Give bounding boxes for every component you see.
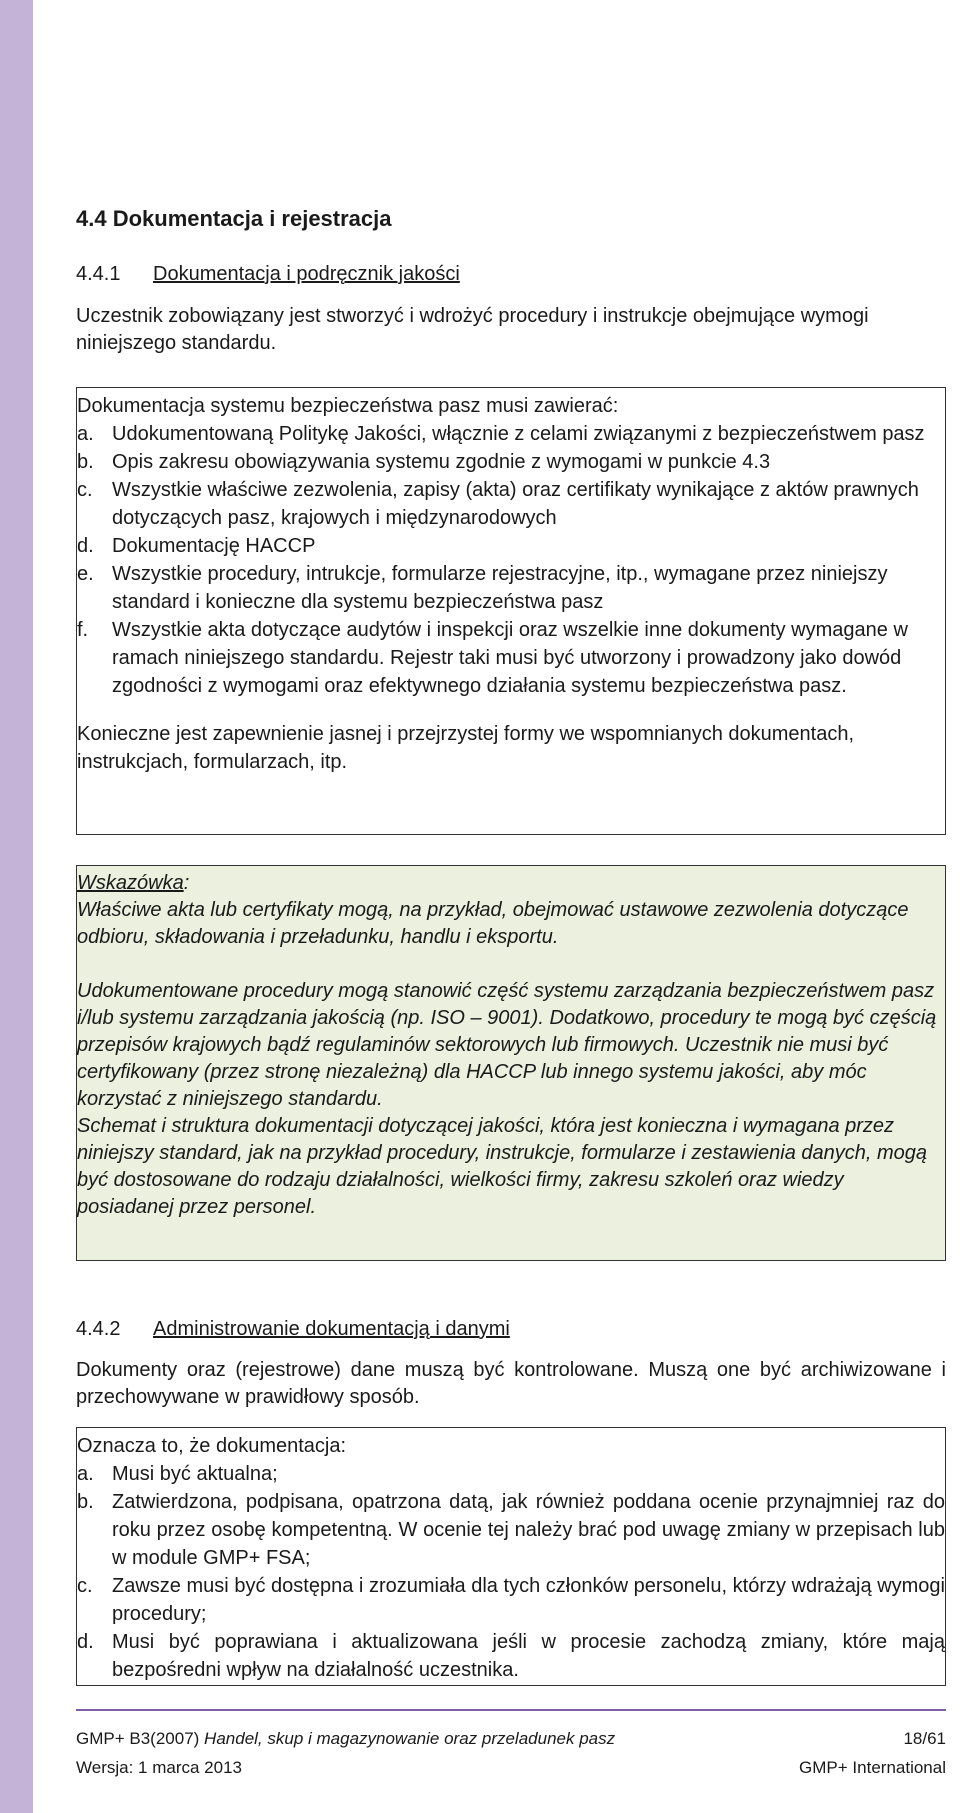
guidance-paragraph: Udokumentowane procedury mogą stanowić część systemu zarządzania bezpieczeństwem pasz i/lub systemu zarządzania jakością (np. ISO – 9001). Dodatkowo, procedury te mogą być częścią przepisów krajowych bądź regulaminów sektorowych lub firmowych. Uczestnik nie musi być certyfikowany (przez stronę niezależną) dla HACCP lub innego systemu jakości, aby móc korzystać z niniejszego standardu. bbox=[77, 980, 937, 1110]
list-item bbox=[77, 1488, 945, 1572]
list-marker: d. bbox=[77, 535, 94, 557]
list-item bbox=[77, 1628, 945, 1684]
list-item bbox=[77, 420, 945, 448]
list-marker: c. bbox=[77, 479, 93, 501]
subsection-number: 4.4.1 bbox=[76, 263, 121, 285]
guidance-paragraph: Właściwe akta lub certyfikaty mogą, na przykład, obejmować ustawowe zezwolenia dotyczące odbioru, składowania i przeładunku, handlu i eksportu. bbox=[77, 899, 909, 948]
list-text: Opis zakresu obowiązywania systemu zgodnie z wymogami w punkcie 4.3 bbox=[112, 451, 771, 473]
footer-divider bbox=[76, 1709, 946, 1711]
subsection-number: 4.4.2 bbox=[76, 1318, 121, 1340]
list-text: Udokumentowaną Politykę Jakości, włącznie z celami związanymi z bezpieczeństwem pasz bbox=[112, 423, 925, 445]
list-marker: f. bbox=[77, 619, 89, 641]
documentation-lead: Oznacza to, że dokumentacja: bbox=[77, 1435, 347, 1457]
documentation-list bbox=[77, 1460, 945, 1684]
section-heading: 4.4 Dokumentacja i rejestracja bbox=[76, 206, 392, 231]
list-marker: d. bbox=[77, 1631, 94, 1653]
requirements-lead: Dokumentacja systemu bezpieczeństwa pasz musi zawierać: bbox=[77, 395, 619, 417]
list-text: Wszystkie akta dotyczące audytów i inspekcji oraz wszelkie inne dokumenty wymagane w ramach niniejszego standardu. Rejestr taki musi być utworzony i prowadzony jako dowód zgodności z wymogami oraz efektywnego działania systemu bezpieczeństwa pasz. bbox=[112, 619, 908, 697]
requirements-closing: Konieczne jest zapewnienie jasnej i przejrzystej formy we wspomnianych dokumentach, instrukcjach, formularzach, itp. bbox=[77, 723, 855, 773]
list-item bbox=[77, 1572, 945, 1628]
list-text: Musi być aktualna; bbox=[112, 1463, 278, 1485]
subsection-title: Administrowanie dokumentacją i danymi bbox=[153, 1318, 510, 1340]
list-text: Zatwierdzona, podpisana, opatrzona datą, jak również poddana ocenie przynajmniej raz do roku przez osobę kompetentną. W ocenie tej należy brać pod uwagę zmiany w przepisach lub w module GMP+ FSA; bbox=[112, 1491, 945, 1569]
list-marker: a. bbox=[77, 1463, 94, 1485]
list-text: Dokumentację HACCP bbox=[112, 535, 316, 557]
list-item bbox=[77, 476, 945, 532]
list-item bbox=[77, 532, 945, 560]
subsection-title: Dokumentacja i podręcznik jakości bbox=[153, 263, 460, 285]
footer-row-1 bbox=[76, 1728, 946, 1750]
list-marker: b. bbox=[77, 1491, 94, 1513]
subsection-heading-442 bbox=[76, 1318, 510, 1341]
intro-paragraph-442: Dokumenty oraz (rejestrowe) dane muszą być kontrolowane. Muszą one być archiwizowane i przechowywane w prawidłowy sposób. bbox=[76, 1359, 946, 1408]
list-item bbox=[77, 1460, 945, 1488]
requirements-box bbox=[76, 387, 946, 835]
list-marker: c. bbox=[77, 1575, 93, 1597]
list-marker: a. bbox=[77, 423, 94, 445]
list-marker: b. bbox=[77, 451, 94, 473]
list-item bbox=[77, 616, 945, 700]
left-margin-bar bbox=[0, 0, 33, 1813]
list-text: Musi być poprawiana i aktualizowana jeśli w procesie zachodzą zmiany, które mają bezpośredni wpływ na działalność uczestnika. bbox=[112, 1631, 945, 1681]
footer-doc-code: GMP+ B3(2007) bbox=[76, 1729, 200, 1748]
footer-row-2 bbox=[76, 1757, 946, 1779]
footer-doc-title: Handel, skup i magazynowanie oraz przeladunek pasz bbox=[204, 1729, 616, 1748]
footer-organization: GMP+ International bbox=[799, 1758, 946, 1777]
requirements-list bbox=[77, 420, 945, 700]
documentation-requirements-box bbox=[76, 1427, 946, 1686]
list-marker: e. bbox=[77, 563, 94, 585]
guidance-note-box bbox=[76, 865, 946, 1261]
footer-page-number: 18/61 bbox=[903, 1729, 946, 1748]
list-text: Zawsze musi być dostępna i zrozumiała dla tych członków personelu, którzy wdrażają wymogi procedury; bbox=[112, 1575, 945, 1625]
footer-version: Wersja: 1 marca 2013 bbox=[76, 1758, 242, 1777]
list-text: Wszystkie właściwe zezwolenia, zapisy (akta) oraz certifikaty wynikające z aktów prawnych dotyczących pasz, krajowych i międzynarodowych bbox=[112, 479, 919, 529]
guidance-colon: : bbox=[183, 872, 190, 894]
list-item bbox=[77, 448, 945, 476]
guidance-paragraph: Schemat i struktura dokumentacji dotyczącej jakości, która jest konieczna i wymagana przez niniejszy standard, jak na przykład procedury, instrukcje, formularze i zestawienia danych, mogą być dostosowane do rodzaju działalności, wielkości firmy, zakresu szkoleń oraz wiedzy posiadanej przez personel. bbox=[77, 1115, 928, 1218]
intro-paragraph-441: Uczestnik zobowiązany jest stworzyć i wdrożyć procedury i instrukcje obejmujące wymogi niniejszego standardu. bbox=[76, 305, 869, 354]
subsection-heading-441 bbox=[76, 263, 460, 286]
guidance-label-line bbox=[77, 870, 945, 897]
guidance-label: Wskazówka bbox=[77, 872, 184, 894]
list-text: Wszystkie procedury, intrukcje, formularze rejestracyjne, itp., wymagane przez niniejszy standard i konieczne dla systemu bezpieczeństwa pasz bbox=[112, 563, 888, 613]
list-item bbox=[77, 560, 945, 616]
